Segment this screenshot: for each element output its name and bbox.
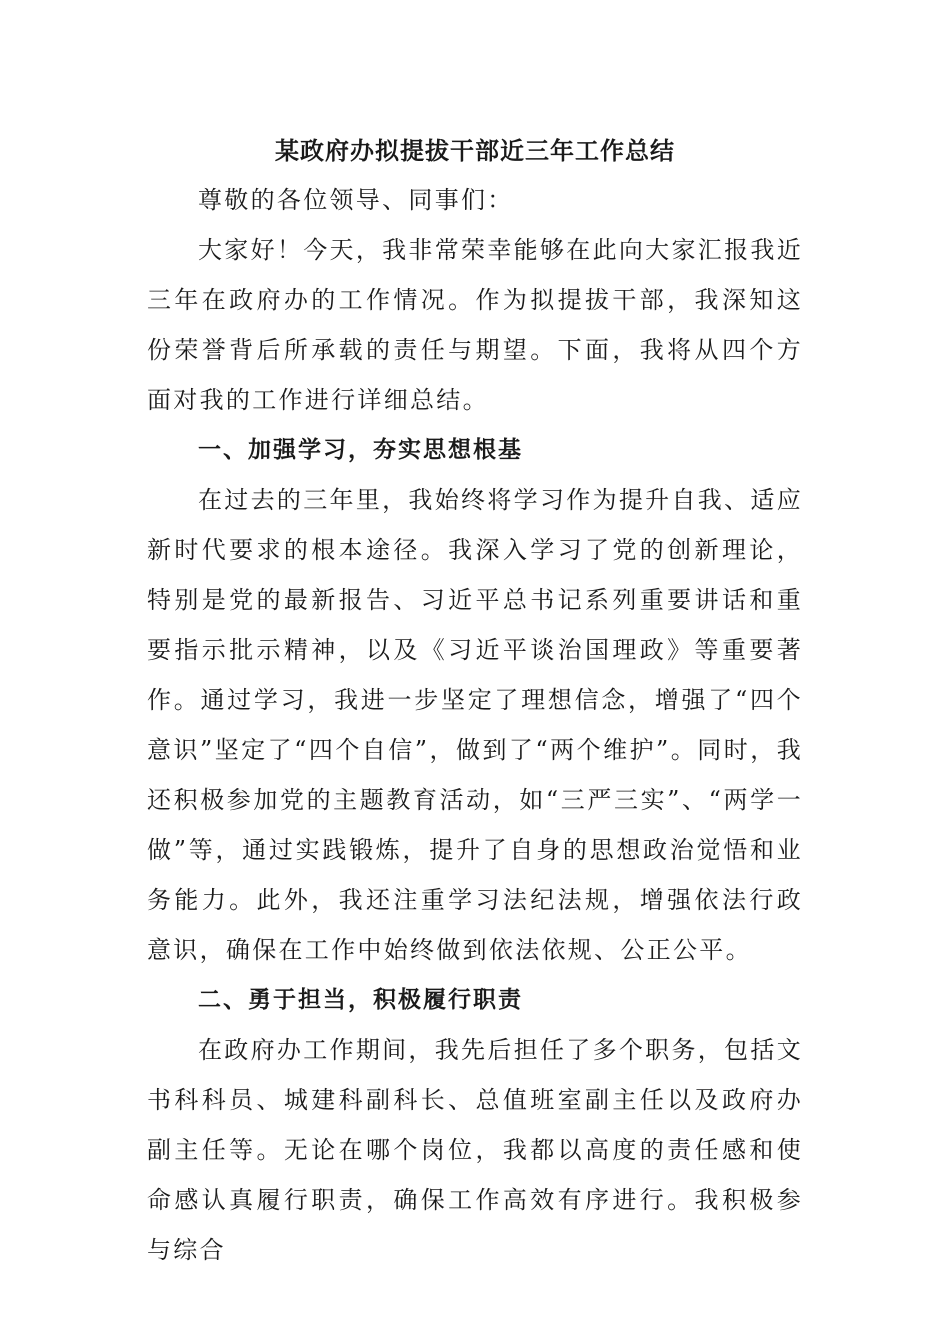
section-heading-2: 二、勇于担当，积极履行职责 bbox=[198, 987, 523, 1013]
intro-paragraph: 大家好！今天，我非常荣幸能够在此向大家汇报我近三年在政府办的工作情况。作为拟提拔干部，我深知这份荣誉背后所承载的责任与期望。下面，我将从四个方面对我的工作进行详细总结。 bbox=[147, 236, 803, 414]
document-body bbox=[147, 130, 803, 1275]
section-body-1: 在过去的三年里，我始终将学习作为提升自我、适应新时代要求的根本途径。我深入学习了党的创新理论，特别是党的最新报告、习近平总书记系列重要讲话和重要指示批示精神，以及《习近平谈治国理政》等重要著作。通过学习，我进一步坚定了理想信念，增强了“四个意识”坚定了“四个自信”，做到了“两个维护”。同时，我还积极参加党的主题教育活动，如“三严三实”、“两学一做”等，通过实践锻炼，提升了自身的思想政治觉悟和业务能力。此外，我还注重学习法纪法规，增强依法行政意识，确保在工作中始终做到依法依规、公正公平。 bbox=[147, 486, 803, 964]
salutation: 尊敬的各位领导、同事们： bbox=[198, 186, 514, 214]
document-title: 某政府办拟提拔干部近三年工作总结 bbox=[275, 137, 675, 165]
section-heading-1: 一、加强学习，夯实思想根基 bbox=[198, 437, 523, 463]
section-body-2: 在政府办工作期间，我先后担任了多个职务，包括文书科科员、城建科副科长、总值班室副主任以及政府办副主任等。无论在哪个岗位，我都以高度的责任感和使命感认真履行职责，确保工作高效有序进行。我积极参与综合 bbox=[147, 1036, 803, 1264]
